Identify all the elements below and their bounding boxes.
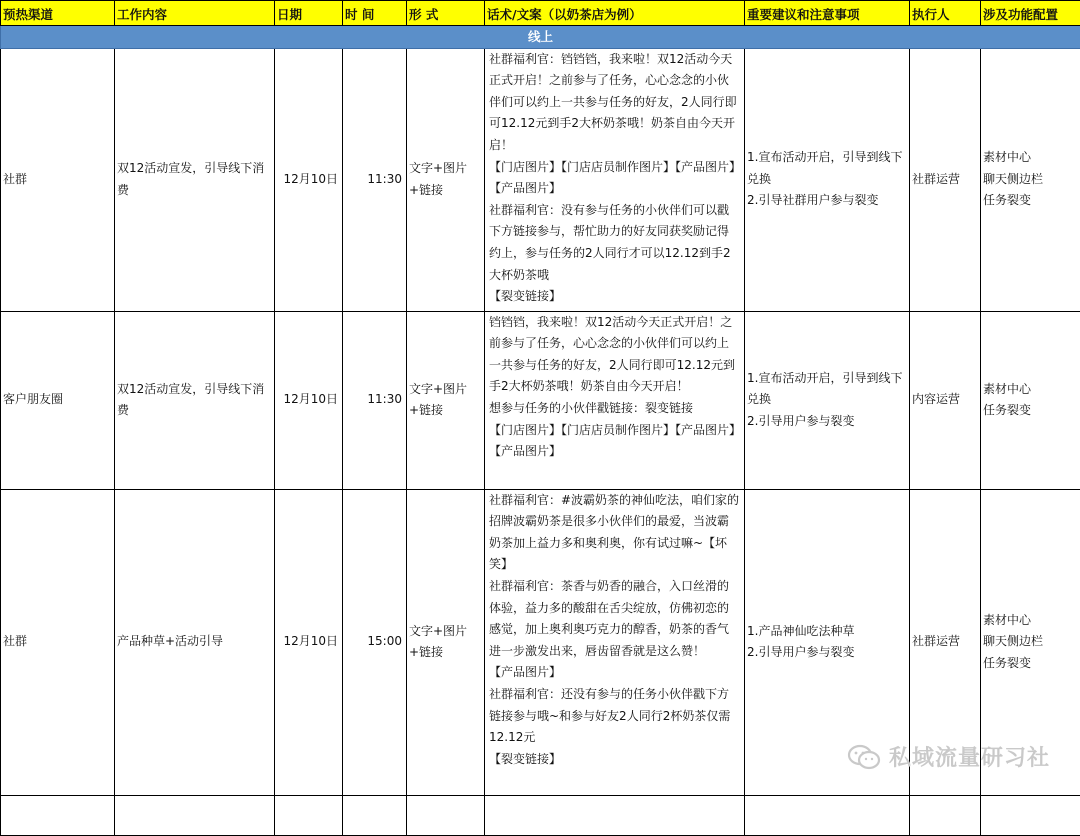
cell-features <box>981 311 1080 489</box>
cell-date: 12月10日 <box>275 311 343 489</box>
note-line: 1.产品神仙吃法种草 <box>747 621 907 643</box>
cell-notes <box>745 311 910 489</box>
cell-executor: 内容运营 <box>910 311 981 489</box>
script-line: 铛铛铛，我来啦！双12活动今天正式开启！之前参与了任务，心心念念的小伙伴们可以约上一共参与任务的好友，2人同行即可12.12元到手2大杯奶茶哦！奶茶自由今天开启！ <box>489 312 740 398</box>
cell-form: 文字+图片+链接 <box>407 489 485 795</box>
table-row <box>1 311 1080 489</box>
cell-executor: 社群运营 <box>910 48 981 311</box>
cell-script <box>485 489 745 795</box>
note-line: 2.引导用户参与裂变 <box>747 411 907 433</box>
note-line: 2.引导用户参与裂变 <box>747 642 907 664</box>
cell-time: 11:30 <box>343 311 407 489</box>
header-date: 日期 <box>275 1 343 26</box>
feature-item: 素材中心 <box>983 610 1078 632</box>
cell-work: 双12活动宣发，引导线下消费 <box>115 48 275 311</box>
watermark-text: 私域流量研习社 <box>889 741 1050 772</box>
cell-time: 15:00 <box>343 489 407 795</box>
cell-channel: 客户朋友圈 <box>1 311 115 489</box>
script-line: 【产品图片】 <box>489 662 740 684</box>
cell-form: 文字+图片+链接 <box>407 311 485 489</box>
cell-script <box>485 48 745 311</box>
table-row <box>1 48 1080 311</box>
script-line: 【裂变链接】 <box>489 286 740 308</box>
header-script: 话术/文案（以奶茶店为例） <box>485 1 745 26</box>
section-online: 线上 <box>1 26 1080 49</box>
header-work: 工作内容 <box>115 1 275 26</box>
feature-item: 聊天侧边栏 <box>983 169 1078 191</box>
cell-form: 文字+图片+链接 <box>407 48 485 311</box>
watermark <box>847 741 1050 772</box>
section-row <box>1 26 1080 49</box>
note-line: 2.引导社群用户参与裂变 <box>747 190 907 212</box>
feature-item: 任务裂变 <box>983 653 1078 675</box>
header-row <box>1 1 1080 26</box>
header-notes: 重要建议和注意事项 <box>745 1 910 26</box>
feature-item: 素材中心 <box>983 379 1078 401</box>
cell-date: 12月10日 <box>275 48 343 311</box>
header-form: 形 式 <box>407 1 485 26</box>
script-line: 【裂变链接】 <box>489 749 740 771</box>
cell-executor: 社群运营 <box>910 489 981 795</box>
header-features: 涉及功能配置 <box>981 1 1080 26</box>
script-line: 社群福利官：铛铛铛，我来啦！双12活动今天正式开启！之前参与了任务，心心念念的小伙伴们可以约上一共参与任务的好友，2人同行即可12.12元到手2大杯奶茶哦！奶茶自由今天开启！ <box>489 49 740 157</box>
cell-features <box>981 48 1080 311</box>
header-channel: 预热渠道 <box>1 1 115 26</box>
cell-script <box>485 311 745 489</box>
cell-date: 12月10日 <box>275 489 343 795</box>
script-line: 【门店图片】【门店店员制作图片】【产品图片】【产品图片】 <box>489 157 740 200</box>
note-line: 1.宣布活动开启，引导到线下兑换 <box>747 368 907 411</box>
note-line: 1.宣布活动开启，引导到线下兑换 <box>747 147 907 190</box>
cell-work: 产品种草+活动引导 <box>115 489 275 795</box>
script-line: 【门店图片】【门店店员制作图片】【产品图片】【产品图片】 <box>489 420 740 463</box>
header-executor: 执行人 <box>910 1 981 26</box>
feature-item: 任务裂变 <box>983 400 1078 422</box>
cell-channel: 社群 <box>1 489 115 795</box>
script-line: 社群福利官：还没有参与的任务小伙伴戳下方链接参与哦~和参与好友2人同行2杯奶茶仅需12.12元 <box>489 684 740 749</box>
feature-item: 任务裂变 <box>983 190 1078 212</box>
cell-time: 11:30 <box>343 48 407 311</box>
table-row-partial <box>1 795 1080 835</box>
script-line: 社群福利官：茶香与奶香的融合，入口丝滑的体验，益力多的酸甜在舌尖绽放，仿佛初恋的感觉，加上奥利奥巧克力的醇香，奶茶的香气进一步激发出来，唇齿留香就是这么赞！ <box>489 576 740 662</box>
script-line: 社群福利官：没有参与任务的小伙伴们可以戳下方链接参与，帮忙助力的好友同获奖励记得约上，参与任务的2人同行才可以12.12到手2大杯奶茶哦 <box>489 200 740 286</box>
script-line: 社群福利官：#波霸奶茶的神仙吃法，咱们家的招牌波霸奶茶是很多小伙伴们的最爱，当波霸奶茶加上益力多和奥利奥，你有试过嘛~【坏笑】 <box>489 490 740 576</box>
header-time: 时 间 <box>343 1 407 26</box>
cell-notes <box>745 48 910 311</box>
cell-channel: 社群 <box>1 48 115 311</box>
script-line: 想参与任务的小伙伴戳链接：裂变链接 <box>489 398 740 420</box>
feature-item: 聊天侧边栏 <box>983 631 1078 653</box>
feature-item: 素材中心 <box>983 147 1078 169</box>
wechat-logo-icon <box>847 743 881 771</box>
cell-work: 双12活动宣发，引导线下消费 <box>115 311 275 489</box>
